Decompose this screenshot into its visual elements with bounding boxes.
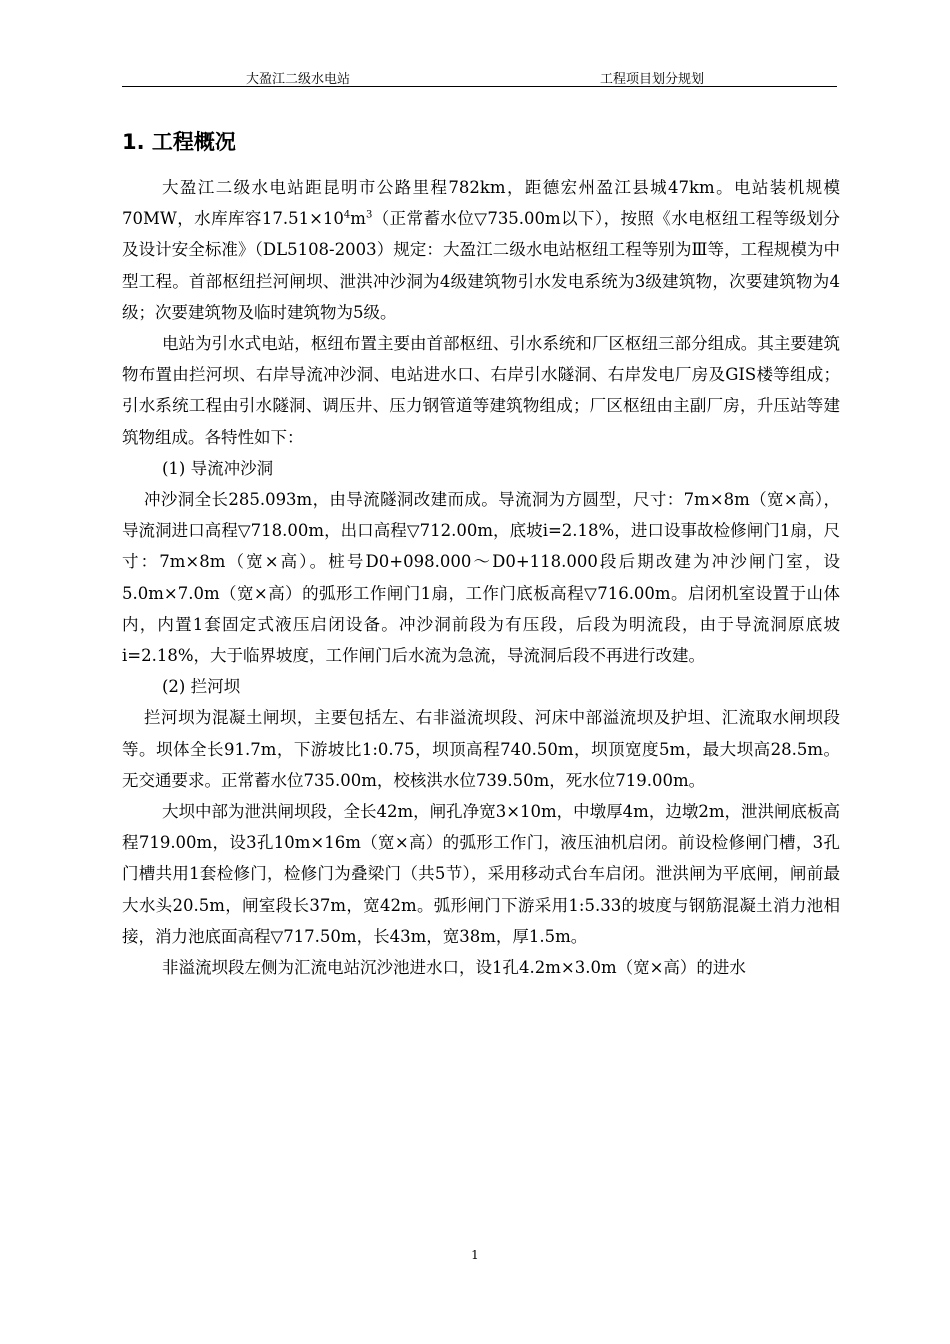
page-header bbox=[122, 66, 837, 87]
paragraph-diversion-tunnel: 冲沙洞全长285.093m，由导流隧洞改建而成。导流洞为方圆型，尺寸：7m×8m（宽×高），导流洞进口高程▽718.00m，出口高程▽712.00m，底坡i=2.18%，进口设事故检修闸门1扇，尺寸：7m×8m（宽×高）。桩号D0+098.000～D0+118.000段后期改建为冲沙闸门室，设5.0m×7.0m（宽×高）的弧形工作闸门1扇，工作门底板高程▽716.00m。启闭机室设置于山体内，内置1套固定式液压启闭设备。冲沙洞前段为有压段，后段为明流段，由于导流洞原底坡i=2.18%，大于临界坡度，工作闸门后水流为急流，导流洞后段不再进行改建。 bbox=[122, 490, 840, 666]
paragraph-non-overflow: 非溢流坝段左侧为汇流电站沉沙池进水口，设1孔4.2m×3.0m（宽×高）的进水 bbox=[162, 958, 746, 978]
section-title: 1. 工程概况 bbox=[122, 130, 236, 154]
subheading-diversion-tunnel: (1) 导流冲沙洞 bbox=[162, 458, 274, 478]
paragraph-layout: 电站为引水式电站，枢纽布置主要由首部枢纽、引水系统和厂区枢纽三部分组成。其主要建筑物布置由拦河坝、右岸导流冲沙洞、电站进水口、右岸引水隧洞、右岸发电厂房及GIS楼等组成；引水系统工程由引水隧洞、调压井、压力钢管道等建筑物组成；厂区枢纽由主副厂房，升压站等建筑物组成。各特性如下： bbox=[122, 334, 840, 447]
document-body bbox=[122, 172, 840, 983]
page-number: 1 bbox=[471, 1248, 479, 1262]
paragraph-spillway: 大坝中部为泄洪闸坝段，全长42m，闸孔净宽3×10m，中墩厚4m，边墩2m，泄洪闸底板高程719.00m，设3孔10m×16m（宽×高）的弧形工作门，液压油机启闭。前设检修闸门槽，3孔门槽共用1套检修门，检修门为叠梁门（共5节），采用移动式台车启闭。泄洪闸为平底闸，闸前最大水头20.5m，闸室段长37m，宽42m。弧形闸门下游采用1:5.33的坡度与钢筋混凝土消力池相接，消力池底面高程▽717.50m，长43m，宽38m，厚1.5m。 bbox=[122, 802, 840, 946]
paragraph-dam: 拦河坝为混凝土闸坝，主要包括左、右非溢流坝段、河床中部溢流坝及护坦、汇流取水闸坝段等。坝体全长91.7m，下游坡比1:0.75，坝顶高程740.50m，坝顶宽度5m，最大坝高28.5m。无交通要求。正常蓄水位735.00m，校核洪水位739.50m，死水位719.00m。 bbox=[122, 708, 840, 790]
paragraph-overview: 大盈江二级水电站距昆明市公路里程782km，距德宏州盈江县城47km。电站装机规模70MW，水库库容$17.51\times 10^4m^3$（正常蓄水位▽735.00m以下），按照《水电枢纽工程等级划分及设计安全标准》（DL5108-2003）规定：大盈江二级水电站枢纽工程等别为Ⅲ等，工程规模为中型工程。首部枢纽拦河闸坝、泄洪冲沙洞为4级建筑物引水发电系统为3级建筑物，次要建筑物为4级；次要建筑物及临时建筑物为5级。 bbox=[122, 178, 840, 322]
header-document-title: 工程项目划分规划 bbox=[600, 72, 705, 87]
subheading-dam: (2) 拦河坝 bbox=[162, 677, 241, 697]
header-project-name: 大盈江二级水电站 bbox=[246, 72, 351, 87]
